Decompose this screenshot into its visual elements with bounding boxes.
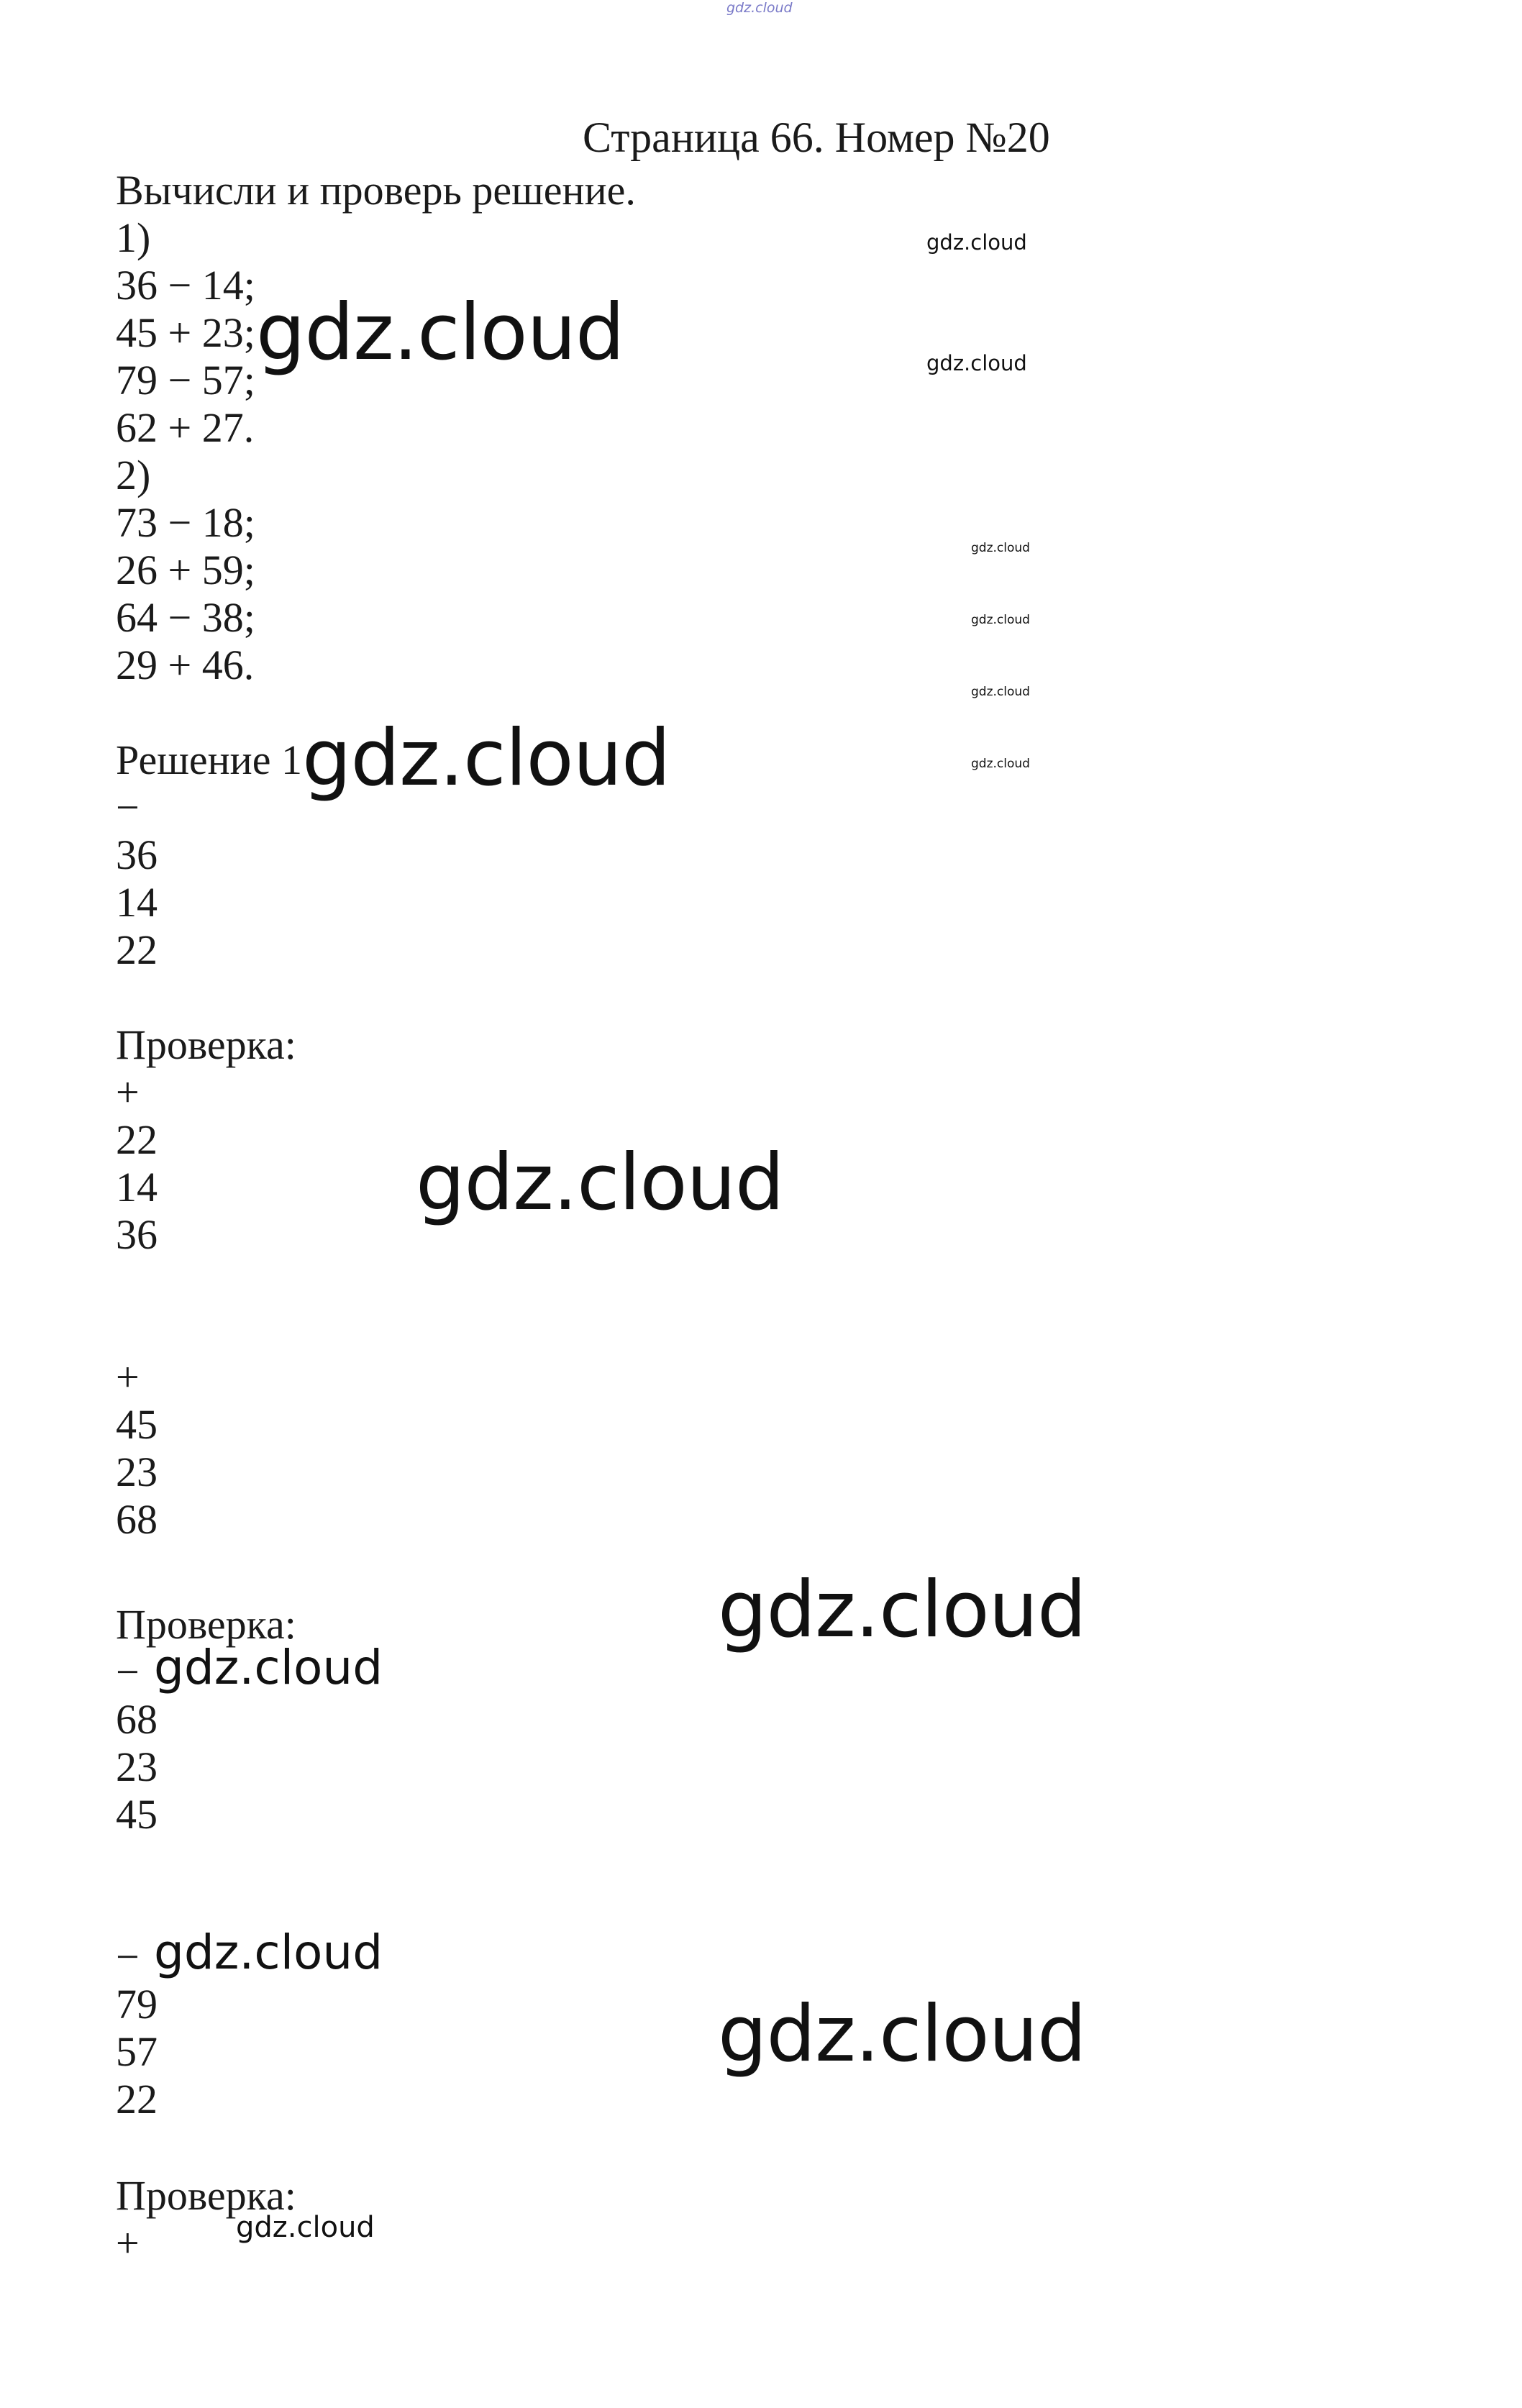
task-expression: 45 + 23;	[116, 309, 255, 356]
column-result: 22	[116, 926, 158, 973]
task-expression: 29 + 46.	[116, 642, 255, 688]
task-expression: 73 − 18;	[116, 499, 255, 546]
column-result: 68	[116, 1496, 158, 1543]
part2-label: 2)	[116, 452, 151, 498]
watermark: gdz.cloud	[416, 1138, 784, 1228]
task-instruction: Вычисли и проверь решение.	[116, 167, 636, 214]
part1-label: 1)	[116, 214, 151, 261]
watermark: gdz.cloud	[154, 1640, 383, 1695]
top-watermark: gdz.cloud	[726, 0, 793, 16]
column-result: 45	[116, 1791, 158, 1838]
column-result: 36	[116, 1211, 158, 1258]
task-expression: 79 − 57;	[116, 357, 255, 403]
task-expression: 64 − 38;	[116, 594, 255, 641]
column-operand: 68	[116, 1696, 158, 1743]
watermark: gdz.cloud	[154, 1925, 383, 1980]
watermark: gdz.cloud	[926, 230, 1027, 255]
check-label: Проверка:	[116, 2172, 296, 2219]
column-operand: 23	[116, 1743, 158, 1790]
column-sign: −	[116, 784, 140, 831]
column-operand: 36	[116, 831, 158, 878]
solution-heading: Решение 1	[116, 736, 302, 783]
column-operand: 14	[116, 879, 158, 926]
watermark: gdz.cloud	[926, 351, 1027, 375]
task-expression: 62 + 27.	[116, 404, 255, 451]
watermark: gdz.cloud	[971, 541, 1030, 555]
watermark: gdz.cloud	[718, 1989, 1086, 2079]
column-operand: 45	[116, 1401, 158, 1448]
column-operand: 57	[116, 2028, 158, 2075]
watermark: gdz.cloud	[302, 713, 670, 803]
column-operand: 23	[116, 1449, 158, 1495]
watermark: gdz.cloud	[971, 685, 1030, 699]
watermark: gdz.cloud	[971, 757, 1030, 771]
check-label: Проверка:	[116, 1601, 296, 1648]
task-expression: 36 − 14;	[116, 262, 255, 309]
column-sign: −	[116, 1933, 140, 1980]
column-sign: +	[116, 2220, 140, 2266]
task-expression: 26 + 59;	[116, 547, 255, 593]
column-result: 22	[116, 2076, 158, 2122]
column-operand: 22	[116, 1116, 158, 1163]
column-sign: −	[116, 1648, 140, 1695]
column-operand: 14	[116, 1164, 158, 1210]
watermark: gdz.cloud	[256, 288, 624, 378]
column-sign: +	[116, 1354, 140, 1400]
check-label: Проверка:	[116, 1021, 296, 1068]
page-title: Страница 66. Номер №20	[583, 114, 1050, 161]
column-sign: +	[116, 1069, 140, 1116]
column-operand: 79	[116, 1981, 158, 2028]
watermark: gdz.cloud	[971, 613, 1030, 627]
watermark: gdz.cloud	[236, 2211, 375, 2244]
watermark: gdz.cloud	[718, 1565, 1086, 1655]
